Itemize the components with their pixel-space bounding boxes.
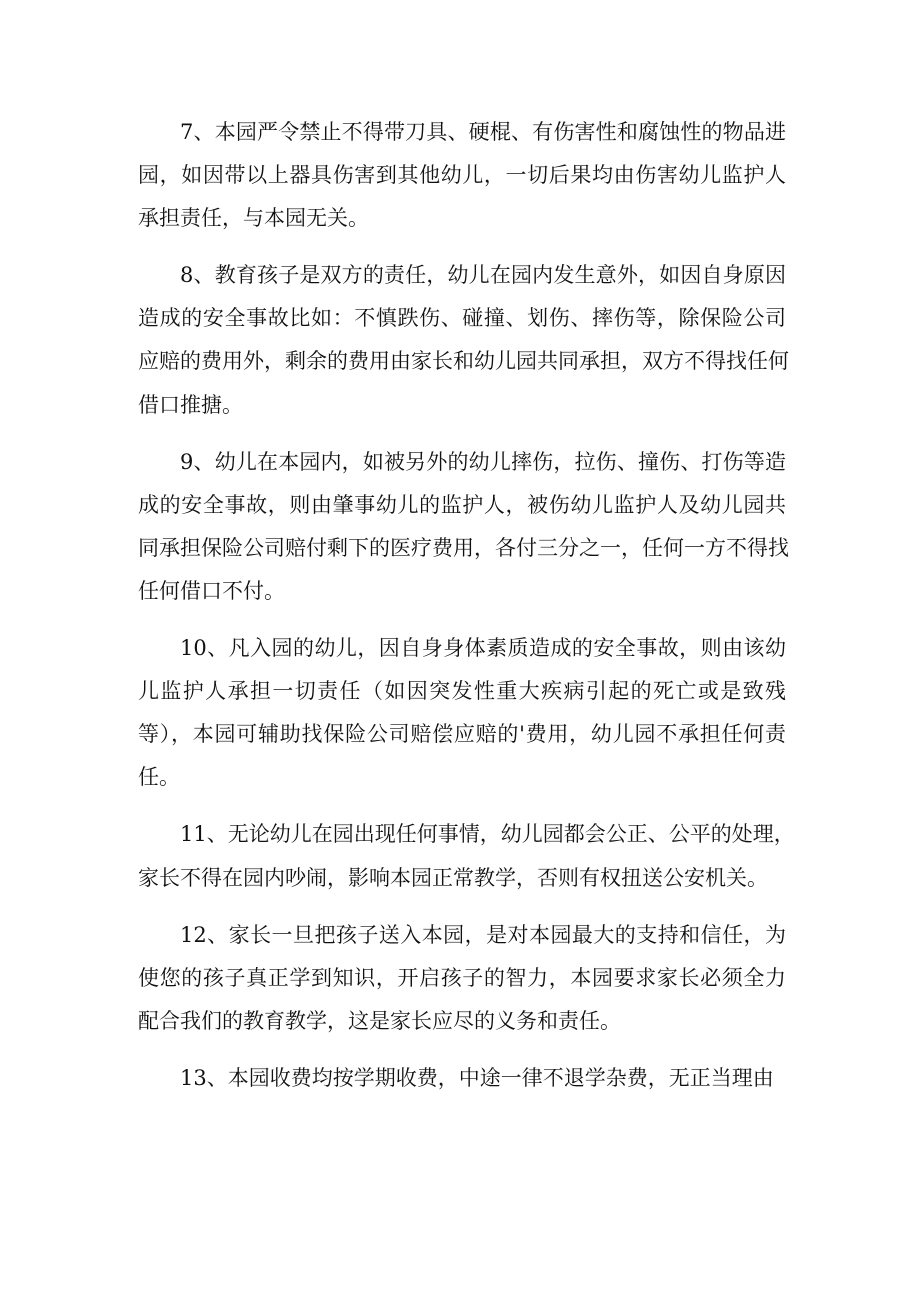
paragraph-line: 园，如因带以上器具伤害到其他幼儿，一切后果均由伤害幼儿监护人 xyxy=(138,163,786,188)
paragraph-line: 儿监护人承担一切责任（如因突发性重大疾病引起的死亡或是致残 xyxy=(138,679,786,704)
paragraph-line: 7、本园严令禁止不得带刀具、硬棍、有伤害性和腐蚀性的物品进 xyxy=(180,120,786,144)
paragraph-12 xyxy=(138,914,786,1043)
paragraph-line: 造成的安全事故比如：不慎跌伤、碰撞、划伤、摔伤等，除保险公司 xyxy=(138,306,786,331)
paragraph-line: 应赔的费用外，剩余的费用由家长和幼儿园共同承担，双方不得找任何 xyxy=(138,349,789,374)
paragraph-gap xyxy=(138,1043,786,1057)
paragraph-10 xyxy=(138,627,786,799)
paragraph-line: 配合我们的教育教学，这是家长应尽的义务和责任。 xyxy=(138,1008,621,1033)
paragraph-line: 10、凡入园的幼儿，因自身身体素质造成的安全事故，则由该幼 xyxy=(180,636,786,661)
paragraph-line: 8、教育孩子是双方的责任，幼儿在园内发生意外，如因自身原因 xyxy=(180,263,786,288)
paragraph-line: 同承担保险公司赔付剩下的医疗费用，各付三分之一，任何一方不得找 xyxy=(138,535,789,560)
paragraph-13 xyxy=(138,1057,786,1100)
paragraph-gap xyxy=(138,613,786,627)
paragraph-11 xyxy=(138,813,795,899)
paragraph-line: 任何借口不付。 xyxy=(138,578,285,603)
paragraph-gap xyxy=(138,427,786,441)
paragraph-8 xyxy=(138,254,789,426)
paragraph-line: 13、本园收费均按学期收费，中途一律不退学杂费，无正当理由 xyxy=(180,1065,774,1090)
paragraph-line: 成的安全事故，则由肇事幼儿的监护人，被伤幼儿监护人及幼儿园共 xyxy=(138,492,786,517)
paragraph-line: 借口推搪。 xyxy=(138,392,243,417)
paragraph-gap xyxy=(138,799,786,813)
paragraph-gap xyxy=(138,240,786,254)
paragraph-gap xyxy=(138,900,786,914)
paragraph-line: 11、无论幼儿在园出现任何事情，幼儿园都会公正、公平的处理， xyxy=(180,822,795,847)
paragraph-line: 承担责任，与本园无关。 xyxy=(138,206,369,231)
document-body xyxy=(138,111,795,1100)
paragraph-line: 家长不得在园内吵闹，影响本园正常教学，否则有权扭送公安机关。 xyxy=(138,865,768,890)
paragraph-line: 使您的孩子真正学到知识，开启孩子的智力，本园要求家长必须全力 xyxy=(138,965,786,990)
paragraph-7 xyxy=(138,111,786,240)
paragraph-line: 等），本园可辅助找保险公司赔偿应赔的'费用，幼儿园不承担任何责 xyxy=(138,722,786,747)
paragraph-9 xyxy=(138,441,789,613)
paragraph-line: 任。 xyxy=(138,765,180,790)
paragraph-line: 9、幼儿在本园内，如被另外的幼儿摔伤，拉伤、撞伤、打伤等造 xyxy=(180,449,786,474)
paragraph-line: 12、家长一旦把孩子送入本园，是对本园最大的支持和信任，为 xyxy=(180,922,786,947)
